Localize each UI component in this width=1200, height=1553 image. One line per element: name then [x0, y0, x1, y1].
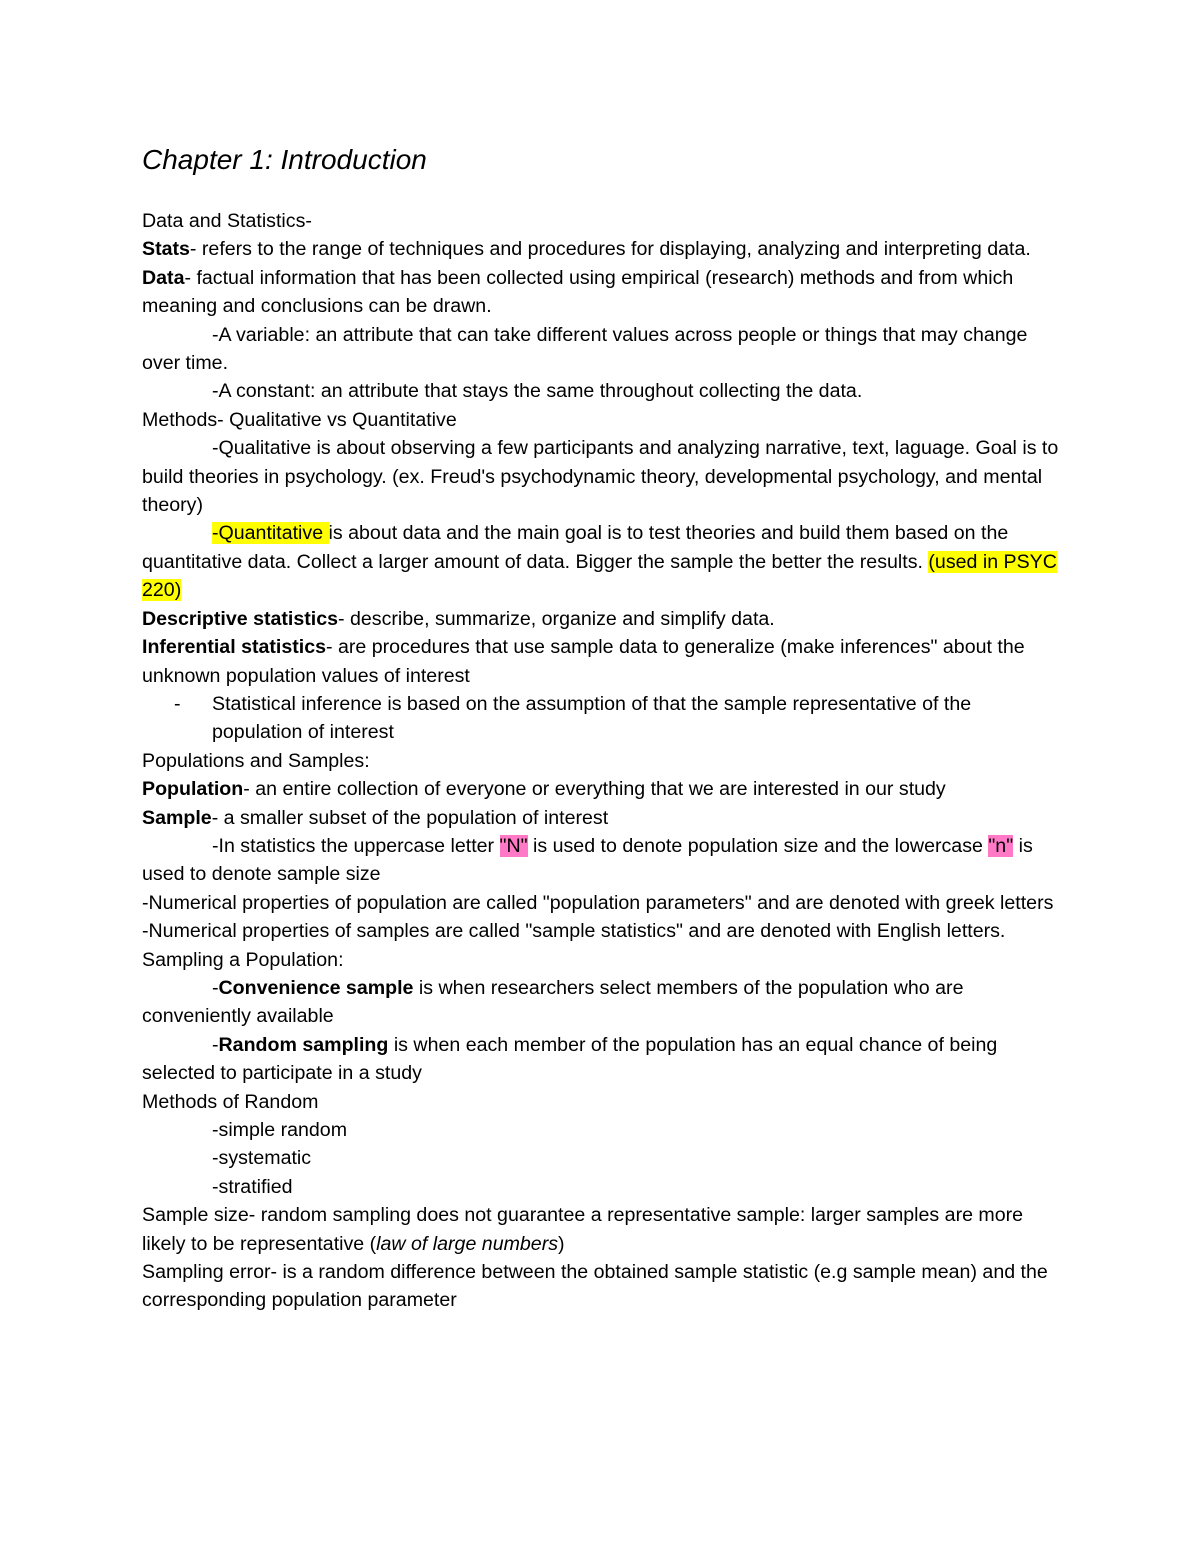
italic-term: law of large numbers: [376, 1232, 559, 1255]
section-heading: Populations and Samples:: [142, 749, 370, 772]
list-item: [142, 690, 1062, 747]
term: Descriptive statistics: [142, 607, 339, 630]
list-item: -simple random: [212, 1119, 348, 1141]
paragraph-text: is when each member of the population has an equal chance of being selected to participate in a study: [142, 1033, 998, 1085]
document-body: [142, 207, 1062, 1315]
definition-population: [142, 775, 1062, 803]
paragraph-text: is used to denote sample size: [142, 834, 1033, 886]
definition-sample: [142, 804, 1062, 832]
paragraph-sample-size: [142, 1201, 1062, 1258]
section-heading: Methods- Qualitative vs Quantitative: [142, 408, 457, 431]
highlight: "n": [988, 834, 1014, 857]
definition-text: - a smaller subset of the population of interest: [211, 806, 609, 829]
definition-inferential-statistics: [142, 633, 1062, 690]
definition-descriptive-statistics: [142, 605, 1062, 633]
highlight: "N": [499, 834, 528, 857]
term: Sample: [142, 806, 212, 829]
paragraph-quantitative: [142, 519, 1062, 604]
list-item: -systematic: [212, 1147, 312, 1170]
paragraph-text: ): [558, 1232, 565, 1255]
paragraph-population-parameters: -Numerical properties of population are called "population parameters" and are denoted with greek letters: [142, 891, 1054, 914]
term: Inferential statistics: [142, 636, 327, 659]
page-title: Chapter 1: Introduction: [142, 144, 427, 175]
paragraph-convenience-sample: [142, 974, 1062, 1031]
section-heading: Methods of Random: [142, 1090, 319, 1113]
paragraph-text: -: [212, 976, 219, 999]
list-item-text: Statistical inference is based on the assumption of that the sample representative of the population of interest: [212, 692, 972, 744]
highlight: (used in PSYC 220): [142, 550, 1057, 602]
paragraph-sampling-error: Sampling error- is a random difference between the obtained sample statistic (e.g sample mean) and the corresponding population parameter: [142, 1261, 1048, 1312]
definition-text: - factual information that has been collected using empirical (research) methods and from which meaning and conclusions can be drawn.: [142, 266, 1014, 318]
paragraph-random-sampling: [142, 1031, 1062, 1088]
highlight: -Quantitative: [212, 522, 329, 545]
paragraph-sample-statistics: -Numerical properties of samples are called "sample statistics" and are denoted with English letters.: [142, 920, 1006, 943]
definition-text: - describe, summarize, organize and simplify data.: [338, 607, 775, 630]
paragraph-variable: -A variable: an attribute that can take different values across people or things that may change over time.: [142, 323, 1028, 375]
bullet-dash: -: [174, 692, 181, 715]
definition-stats: [142, 235, 1062, 263]
paragraph-text: is used to denote population size and the lowercase: [527, 834, 989, 857]
term: Stats: [142, 238, 190, 261]
paragraph-notation: [142, 832, 1062, 889]
paragraph-text: -In statistics the uppercase letter: [212, 834, 500, 857]
section-heading: Data and Statistics-: [142, 210, 312, 232]
paragraph-text: is about data and the main goal is to test theories and build them based on the quantitative data. Collect a larger amount of data. Bigger the sample the better the results.: [142, 522, 1009, 573]
paragraph-text: -: [212, 1033, 219, 1056]
definition-text: - are procedures that use sample data to generalize (make inferences" about the unknown population values of interest: [142, 636, 1025, 687]
paragraph-text: Sample size- random sampling does not guarantee a representative sample: larger samples are more likely to be representative (: [142, 1204, 1024, 1255]
definition-text: - an entire collection of everyone or everything that we are interested in our study: [243, 778, 946, 801]
paragraph-text: is when researchers select members of the population who are conveniently available: [142, 976, 964, 1028]
term: Convenience sample: [218, 976, 414, 999]
paragraph-qualitative: -Qualitative is about observing a few participants and analyzing narrative, text, laguage. Goal is to build theories in psychology. (ex. Freud's psychodynamic theory, developmental psychology, and mental theory): [142, 437, 1059, 517]
definition-text: - refers to the range of techniques and procedures for displaying, analyzing and interpreting data.: [189, 238, 1031, 261]
definition-data: [142, 264, 1062, 321]
term: Random sampling: [218, 1033, 389, 1056]
section-heading: Sampling a Population:: [142, 948, 344, 971]
paragraph-constant: -A constant: an attribute that stays the same throughout collecting the data.: [212, 380, 863, 403]
term: Data: [142, 266, 185, 289]
term: Population: [142, 778, 244, 801]
list-item: -stratified: [212, 1175, 293, 1198]
